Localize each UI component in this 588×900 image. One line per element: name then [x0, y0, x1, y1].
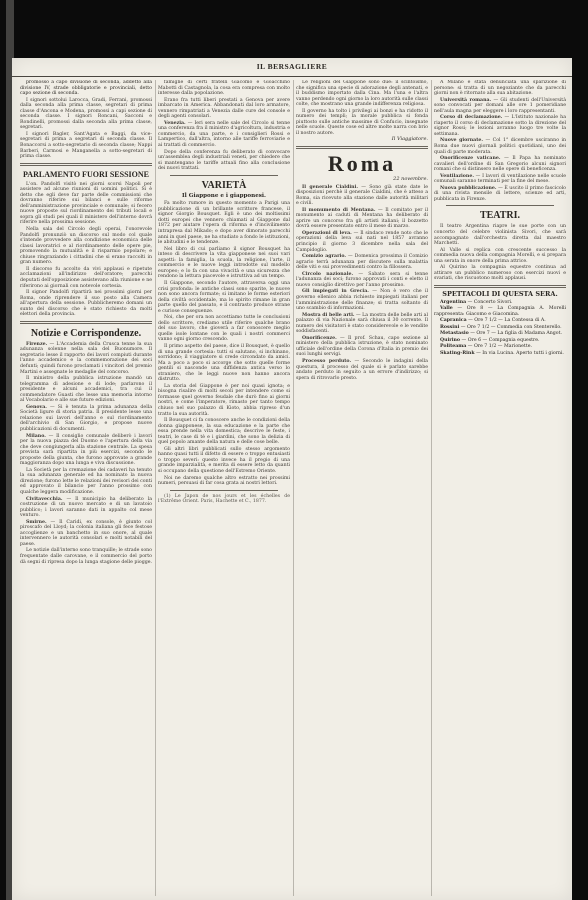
subheading: Corso di declamazione. — [440, 115, 503, 121]
theatre-name: Quirino — [440, 337, 461, 343]
dateline-smirne: Smirne. — [26, 519, 47, 525]
subheading: Nuove giornate. — [440, 138, 484, 144]
article-text-block: Il teatro Argentina riapre le sue porte con un concerto del celebre violinista Sivori, che sarà accompagnato dall'orchestra diretta dal maestro Marchetti. Al Valle si replica con crescente successo la commedia nuova della compagnia Morelli, e si prepara una serata in onore della prima attrice. Al Quirino la compagnia equestre continua ad attirare un pubblico numeroso con esercizi nuovi e svariati, che riscuotono molti applausi. — [434, 224, 566, 282]
theatre-program: — In via Lucina. Aperto tutti i giorni. — [474, 350, 564, 356]
theatre-name: Rossini — [440, 324, 460, 330]
section-heading-varieta: VARIETÀ — [201, 179, 247, 191]
subheading: Mostra di belle arti. — [302, 312, 355, 318]
subheading: Onorificenze vaticane. — [440, 156, 501, 162]
article-text-block: Il generale Cialdini. — Sono già state date le disposizioni perchè il generale Cialdini, che è atteso a Roma, sia ricevuto alla stazione dalle autorità militari e civili. Il monumento di Mentana. — Il comitato per il monumento ai caduti di Mentana ha deliberato di aprire un concorso fra gli artisti italiani; il bozzetto dovrà essere presentato entro il mese di marzo. Operazioni di leva. — Il sindaco rende noto che le operazioni della leva sui nati nel 1857 avranno principio il giorno 3 dicembre nella sala del Campidoglio. Comizio agrario. — Domenica prossima il Comizio agrario terrà adunanza per discutere sulla malattia delle viti e sui provvedimenti contro la fillossera. Circolo nazionale. — Sabato sera si tenne l'adunanza dei soci; furono approvati i conti e eletto il nuovo consiglio direttivo per l'anno prossimo. Gli impiegati in Grecia. — Non è vero che il governo ellenico abbia richiesto impiegati italiani per l'amministrazione delle finanze; si tratta soltanto di uno scambio di informazioni. Mostra di belle arti. — La mostra delle belle arti al palazzo di via Nazionale sarà chiusa il 30 corrente. Il numero dei visitatori è stato considerevole e le vendite soddisfacenti. Onorificenze. — Il prof. Schau, capo sezione al ministero della pubblica istruzione, è stato nominato ufficiale dell'ordine della Corona d'Italia in premio dei suoi lunghi servigi. Processo perduto. — Secondo le indagini della questura, il processo del quale si è parlato sarebbe andato perduto in seguito a un errore d'indirizzo; si spera di ritrovarlo presto. — [296, 184, 428, 381]
theatre-entry — [434, 306, 566, 317]
newspaper-title: IL BERSAGLIERE — [256, 62, 328, 71]
theatre-name: Capranica — [440, 318, 467, 324]
theatre-program: — Ore 7 1/2 — Marionette. — [466, 344, 532, 350]
section-rule — [434, 285, 566, 288]
column-1 — [20, 80, 152, 896]
columns — [20, 80, 564, 896]
theatre-program: — Ore 7 — La figlia di Madama Angot. — [468, 331, 562, 337]
footnote: (1) Le Japon de nos jours et les échelles de l'Extrême Orient. Paris, Hachette et C., 1877. — [158, 493, 290, 505]
theatre-name: Valle — [440, 306, 453, 312]
theatre-entry — [434, 325, 566, 331]
theatre-program: — Ore 6 — Compagnia equestre. — [460, 337, 540, 343]
dateline: 22 novembre. — [393, 176, 428, 183]
section-rule — [296, 146, 428, 149]
subheading: Il generale Cialdini. — [302, 184, 358, 190]
subheading: Onorificenze. — [302, 335, 337, 341]
masthead — [12, 58, 572, 77]
subheading: Circolo nazionale. — [302, 271, 354, 277]
section-rule — [20, 321, 152, 324]
section-rule — [446, 205, 554, 206]
theatre-entry — [434, 300, 566, 306]
theatre-entry — [434, 338, 566, 344]
subheading: Università romana. — [440, 97, 492, 103]
theatre-name: Politeama — [440, 344, 467, 350]
column-divider — [431, 80, 432, 896]
article-text-block: I signori sottolui Larocca, Gradi, Ferrani, promossi dalla seconda alla prima classe, segretari di prima classe d'Ancona e Modena, promossi a capi sezione di seconda classe. I signori Roncani, Sacconi e Rondinelli, promossi dalla seconda alla prima classe, segretari. I signori Bagler, Sant'Agata e Baggi, da vice-segretari di prima a segretari di seconda classe. Il Bonaccorsi a sotto-segretario di seconda classe; Nappi Barberi, Carmosi e Manganella a sotto-segretari di prima classe. — [20, 97, 152, 160]
theatre-program: — Ore 8 — La Compagnia A. Morelli rappresenta: Giacomo e Giacomina. — [434, 306, 566, 317]
article-text-block: Firenze. — L'Accademia della Crusca tenne la sua adunanza solenne nella sala del Buonumore. Il segretario lesse il rapporto dei lavori compiuti durante l'anno accademico e la commemorazione dei soci defunti; quindi furono proclamati i vincitori del premio Martini e assegnate le medaglie del concorso. Il ministro della pubblica istruzione mandò un telegramma di adesione e di lode; parlarono il presidente e alcuni accademici, tra cui il commendatore Guasti che lesse una memoria intorno al Vocabolario e alle sue future edizioni. Genova. — Si è tenuta la prima adunanza della Società ligure di storia patria. Il presidente lesse una relazione sui lavori dell'anno e sul riordinamento dell'archivio di San Giorgio, e propose nuove pubblicazioni di documenti. Milano. — Il consiglio comunale deliberò i lavori per la nuova piazza del Duomo e l'apertura della via che deve congiungerla alla stazione centrale. La spesa prevista sarà ripartita in più esercizi, secondo le proposte della giunta, che furono approvate a grande maggioranza dopo una lunga e viva discussione. La Società per la cremazione dei cadaveri ha tenuto la sua adunanza generale ed ha nominato la nuova direzione; furono lette le relazioni dei revisori dei conti ed approvato il bilancio per l'anno prossimo con qualche leggera modificazione. Civitavecchia. — Il municipio ha deliberato la costruzione di un nuovo mercato e di un lavatoio pubblico; i lavori saranno dati in appalto col mese venturo. Smirne. — Il Caridi, ex console, è giunto col piroscafo del Lloyd; la colonia italiana gli fece festose accoglienze e un banchetto in suo onore, al quale intervennero le autorità consolari e molti notabili del paese. Le notizie dall'interno sono tranquille; le strade sono frequentate dalle carovane, e il commercio del porto dà segni di ripresa dopo la lunga stagione delle piogge. — [20, 341, 152, 565]
section-rule — [20, 163, 152, 166]
article-signature: Il Viaggiatore. — [391, 136, 428, 143]
subheading: Ventilazione. — [440, 173, 474, 179]
theatre-list — [434, 300, 566, 357]
theatre-program: — Ore 7 1/2 — La Contessa di A. — [466, 318, 546, 324]
dateline-venezia: Venezia. — [164, 120, 186, 126]
dateline-civitavecchia: Civitavecchia. — [26, 496, 63, 502]
subheading: Nuova pubblicazione. — [440, 185, 497, 191]
dateline-genova: Genova. — [26, 404, 47, 410]
theatre-program: — Ore 7 1/2 — Commedia con Stenterello. — [459, 324, 562, 330]
column-4 — [434, 80, 566, 896]
theatre-entry — [434, 351, 566, 357]
theatre-program: — Concerto Sivori. — [466, 299, 513, 305]
dateline-firenze: Firenze. — [26, 341, 48, 347]
theatre-entry — [434, 331, 566, 337]
article-subheading: Il Giappone e i giapponesi. — [182, 192, 266, 199]
subheading: Operazioni di leva. — [302, 230, 352, 236]
theatre-name: Metastasio — [440, 331, 469, 337]
section-rule — [170, 490, 278, 491]
theatre-name: Argentina — [440, 299, 467, 305]
theatre-name: Skating-Rink — [440, 350, 475, 356]
subheading: Comizio agrario. — [302, 254, 347, 260]
article-text-block: famiglie di certi fratelli Giacomo e Gioacchino Mabotti di Castagnola, la cosa era compresa con molto interesse dalla popolazione. Erano fra tutti liberi prestati a Genova per avere imbarcato in America. Abbandonati dal loro armatore, vennero rimpatriati a Venezia dalle cure del console e degli agenti consolari. Venezia. — Ieri sera nelle sale del Circolo si tenne una conferenza fra il ministro d'agricoltura, industria e commercio, da una parte, e i consiglieri Rossi e Lampertico, dall'altra, intorno alle tariffe ferroviarie e ai trattati di commercio. Dopo della conferenza fu deliberato di convocare un'assemblea degli industriali veneti, per chiedere che si mantengano le tariffe attuali fino alla conclusione dei nuovi trattati. — [158, 80, 290, 172]
section-heading-spettacoli: SPETTACOLI DI QUESTA SERA. — [442, 289, 558, 298]
dateline-milano: Milano. — [26, 433, 46, 439]
subheading: Processo perduto. — [302, 358, 352, 364]
article-text-block: Fa molto rumore in questo momento a Parigi una pubblicazione di un brillante scrittore francese, il signor Giorgio Bousquet. Egli è uno dei moltissimi dotti europei che vennero chiamati al Giappone dal 1872 per aiutare l'opera di riforma e d'incivilimento intrapresa dal Mikado; e dopo aver dimorato parecchi anni in quel paese, ne ha studiato a fondo le istituzioni, le abitudini e le tendenze. Nel libro di cui parliamo il signor Bousquet ha inteso di descrivere la vita giapponese nei suoi vari aspetti: la famiglia, la scuola, la religione, l'arte, il commercio e le nuove leggi introdotte sul modello europeo; e lo fa con una vivacità e una sicurezza che rendono la lettura piacevole e istruttiva ad un tempo. Il Giappone, secondo l'autore, attraversa oggi una crisi profonda: le antiche classi sono sparite, le nuove non sono ancora formate; si imitano le forme esteriori della civiltà occidentale, ma lo spirito rimane in gran parte quello del passato, e il contrasto produce strane e curiose conseguenze. Noi, che per ora non accettiamo tutte le conclusioni dello scrittore, crediamo utile riferire qualche brano del suo lavoro, che gioverà a far conoscere meglio quelle isole lontane con le quali i nostri commerci vanno ogni giorno crescendo. Il primo aspetto del paese, dice il Bousquet, è quello di una grande cortesia: tutti si salutano, si inchinano, sorridono; il viaggiatore si crede circondato da amici. Ma a poco a poco si accorge che sotto quelle forme gentili si nasconde una diffidenza antica verso lo straniero, che le leggi nuove non hanno ancora distrutto. La storia del Giappone è per noi quasi ignota; e bisogna risalire di molti secoli per intendere come si formasse quel governo feudale che durò fino ai giorni nostri, e come l'imperatore, rimasto per tanto tempo chiuso nel suo palazzo di Kioto, abbia ripreso d'un tratto la sua autorità. Il Bousquet ci fa conoscere anche le condizioni della donna giapponese, la sua educazione e la parte che essa prende nella vita domestica; descrive le feste, i teatri, le case di tè e i giardini, che sono la delizia di quel popolo amante della natura e delle cose belle. Gli altri libri pubblicati sullo stesso argomento hanno quasi tutti il difetto di essere o troppo entusiasti o troppo severi: questo invece ha il pregio di una grande imparzialità, e merita di essere letto da quanti si occupano della questione dell'Estremo Oriente. Noi ne daremo qualche altro estratto nei prossimi numeri, persuasi di far cosa grata ai nostri lettori. — [158, 201, 290, 487]
section-heading-notizie: Notizie e Corrispondenze. — [30, 327, 142, 339]
section-heading-parlamento: PARLAMENTO FUORI SESSIONE — [23, 169, 149, 179]
article-text-block: A Milano è stata denunciata una sparizione di persone: si tratta di un negoziante che da parecchi giorni non è ritornato alla sua abitazione. Università romana. — Gli studenti dell'Università sono convocati per domani alle ore 1 pomeridiane nell'aula magna per eleggere i loro rappresentanti. Corso di declamazione. — L'Istituto nazionale ha riaperto il corso di declamazione sotto la direzione del signor Rossi; le lezioni avranno luogo tre volte la settimana. Nuove giornate. — Col 1° dicembre usciranno in Roma due nuovi giornali politici quotidiani, uno dei quali di parte moderata. Onorificenze vaticane. — Il Papa ha nominato cavalieri dell'ordine di San Gregorio alcuni signori romani che si distinsero nelle opere di beneficenza. Ventilazione. — I lavori di ventilazione nelle scuole comunali saranno terminati per la fine del mese. Nuova pubblicazione. — È uscito il primo fascicolo di una rivista mensile di lettere, scienze ed arti, pubblicata in Firenze. — [434, 80, 566, 202]
section-heading-roma: Roma — [327, 151, 397, 177]
column-divider — [293, 80, 294, 896]
column-3 — [296, 80, 428, 896]
article-intro: promosso a capo divisione di seconda, addetto alla divisione IV, strade obbligatorie e provinciali, detto capo sezione di seconda. — [20, 80, 152, 97]
article-text-block: L'on. Pandolfi visitò nei giorni scorsi Napoli per assistere ad alcune riunioni di uomini politici. Si è detto che egli deve far parte delle commissioni che dovranno riferire sui bilanci e sulle riforme dell'amministrazione provinciale e comunale; si fecero nuove proposte sul riordinamento dei tributi locali e sopra gli studi pei quali il ministero dell'interno dovrà riferire nella prossima sessione. Nella sala del Circolo degli operai, l'onorevole Pandolfi pronunziò un discorso sul modo col quale s'intende provvedere alla condizione economica delle classi lavoratrici e al riordinamento delle opere pie, promovendo la mutualità e il risparmio popolare; e chiuse ringraziando i cittadini che si erano raccolti in gran numero. Il discorso fu accolto da vivi applausi e ripetute acclamazioni all'indirizzo dell'oratore; parecchi deputati dell'opposizione assistevano alla riunione e ne riferirono ai giornali con notevole cortesia. Il signor Pandolfi ripartirà nei prossimi giorni per Roma, onde riprendere il suo posto alla Camera all'apertura della sessione. Pubblicheremo domani un sunto del discorso che è stato richiesto da molti elettori della provincia. — [20, 181, 152, 318]
column-2 — [158, 80, 290, 896]
theatre-entry — [434, 344, 566, 350]
section-rule — [170, 175, 278, 176]
article-text-block: Le religioni del Giappone sono due: il scintoismo, che significa una specie di adorazione degli antenati, e il buddismo importato dalla Cina. Ma l'una e l'altra vanno perdendo ogni giorno la loro autorità sulle classi colte, che mostrano una grande indifferenza religiosa. Il governo ha tolto i privilegi ai bonzi e ha ridotto il numero dei templi; la morale pubblica si fonda piuttosto sulle antiche massime di Confucio, insegnate nelle scuole. Queste cose ed altre molte narra con brio il nostro autore. — [296, 80, 428, 136]
subheading: Gli impiegati in Grecia. — [302, 289, 369, 295]
section-heading-teatri: TEATRI. — [479, 210, 521, 222]
column-divider — [155, 80, 156, 896]
subheading: Il monumento di Mentana. — [302, 207, 376, 213]
theatre-entry — [434, 318, 566, 324]
newspaper-page — [12, 58, 572, 900]
